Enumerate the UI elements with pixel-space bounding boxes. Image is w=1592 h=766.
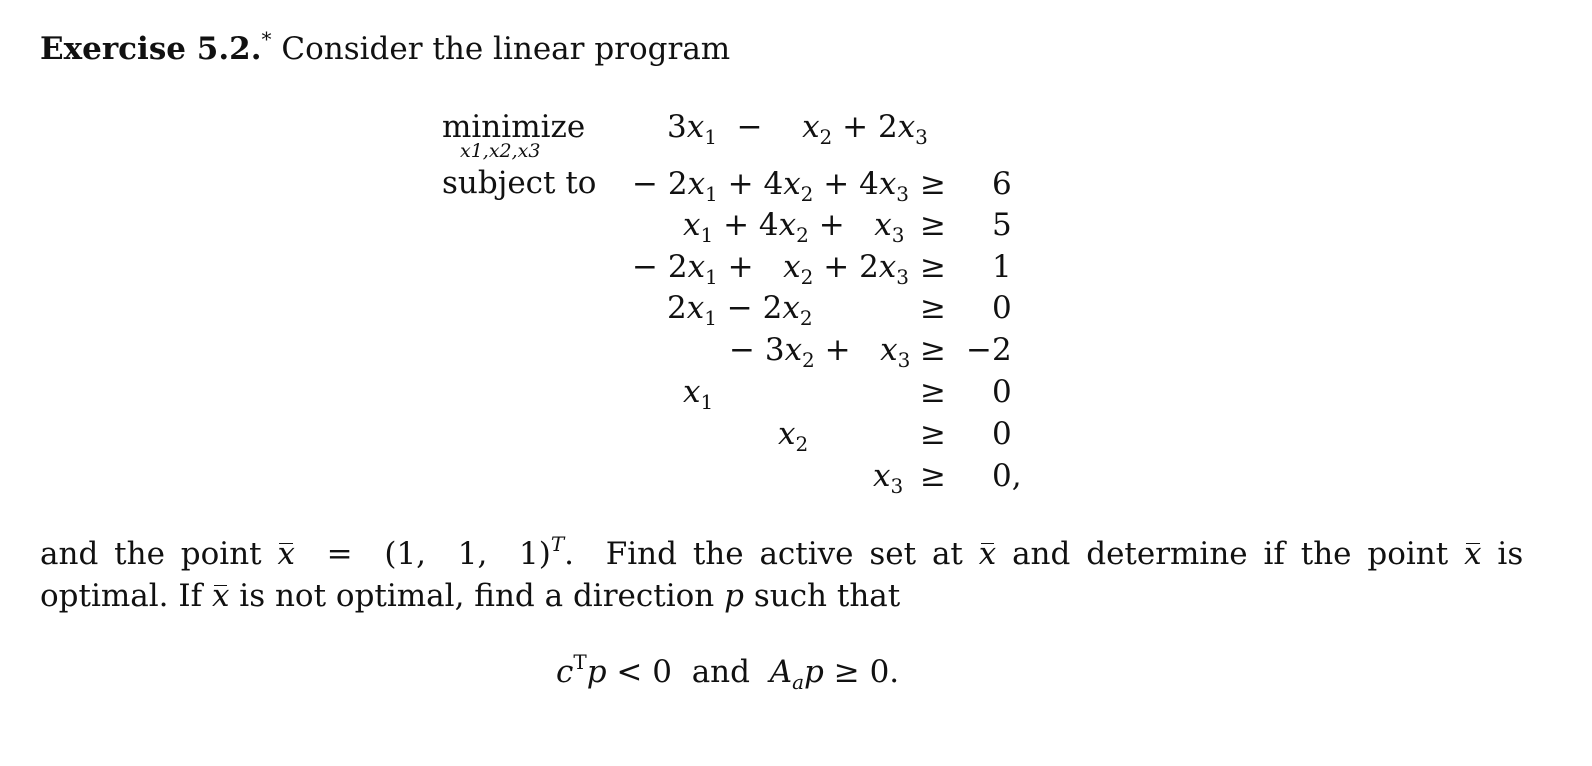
constraint-3-lhs: − $2x_1 + x_2 + 2x_3$ — [632, 249, 910, 289]
constraint-6-relation: ≥ — [920, 374, 946, 410]
constraint-8-rhs: 0, — [992, 458, 1022, 494]
constraint-2-relation: ≥ — [920, 207, 946, 243]
constraint-2-rhs: 5 — [992, 207, 1012, 243]
constraint-8-relation: ≥ — [920, 458, 946, 494]
constraint-1-lhs: − $2x_1 + 4x_2 + 4x_3$ — [632, 166, 910, 206]
constraint-7-relation: ≥ — [920, 416, 946, 452]
constraint-6-rhs: 0 — [992, 374, 1012, 410]
constraint-5-relation: ≥ — [920, 332, 946, 368]
minimize-label: minimize — [442, 109, 586, 145]
constraint-7-lhs: $x_2$ — [778, 416, 809, 456]
constraint-5-lhs: − $3x_2 + x_3$ — [729, 332, 911, 372]
constraint-5-rhs: −2 — [966, 332, 1012, 368]
constraint-3-rhs: 1 — [992, 249, 1012, 285]
constraint-4-relation: ≥ — [920, 290, 946, 326]
minimize-variables — [460, 142, 541, 161]
constraint-7-rhs: 0 — [992, 416, 1012, 452]
constraint-4-rhs: 0 — [992, 290, 1012, 326]
constraint-1-rhs: 6 — [992, 166, 1012, 202]
constraint-3-relation: ≥ — [920, 249, 946, 285]
paragraph-line-1: and the point x = (1, 1, 1)$^T$. Find the active set at x and determine if the point x is — [40, 532, 1524, 572]
constraint-4-lhs: $2x_1 - 2x_2$ — [667, 290, 813, 330]
condition-formula: $c^Tp < 0$ and $A_ap \ge 0$. — [556, 650, 900, 694]
constraint-8-lhs: $x_3$ — [873, 458, 904, 498]
constraint-1-relation: ≥ — [920, 166, 946, 202]
constraint-6-lhs: $x_1$ — [683, 374, 714, 414]
minimize-vars-text: x1,x2,x3 — [460, 140, 541, 162]
objective-expression: $3x_1$ − $x_2 + 2x_3$ — [667, 109, 928, 149]
constraint-2-lhs: $x_1 + 4x_2 + x_3$ — [683, 207, 905, 247]
subject-to-label: subject to — [442, 165, 597, 201]
exercise-star: * — [261, 27, 272, 51]
exercise-heading — [40, 27, 731, 67]
paragraph-line-2: optimal. If x is not optimal, find a direction p such that — [40, 578, 901, 614]
exercise-intro: Consider the linear program — [281, 31, 731, 67]
exercise-label: Exercise 5.2. — [40, 31, 262, 67]
